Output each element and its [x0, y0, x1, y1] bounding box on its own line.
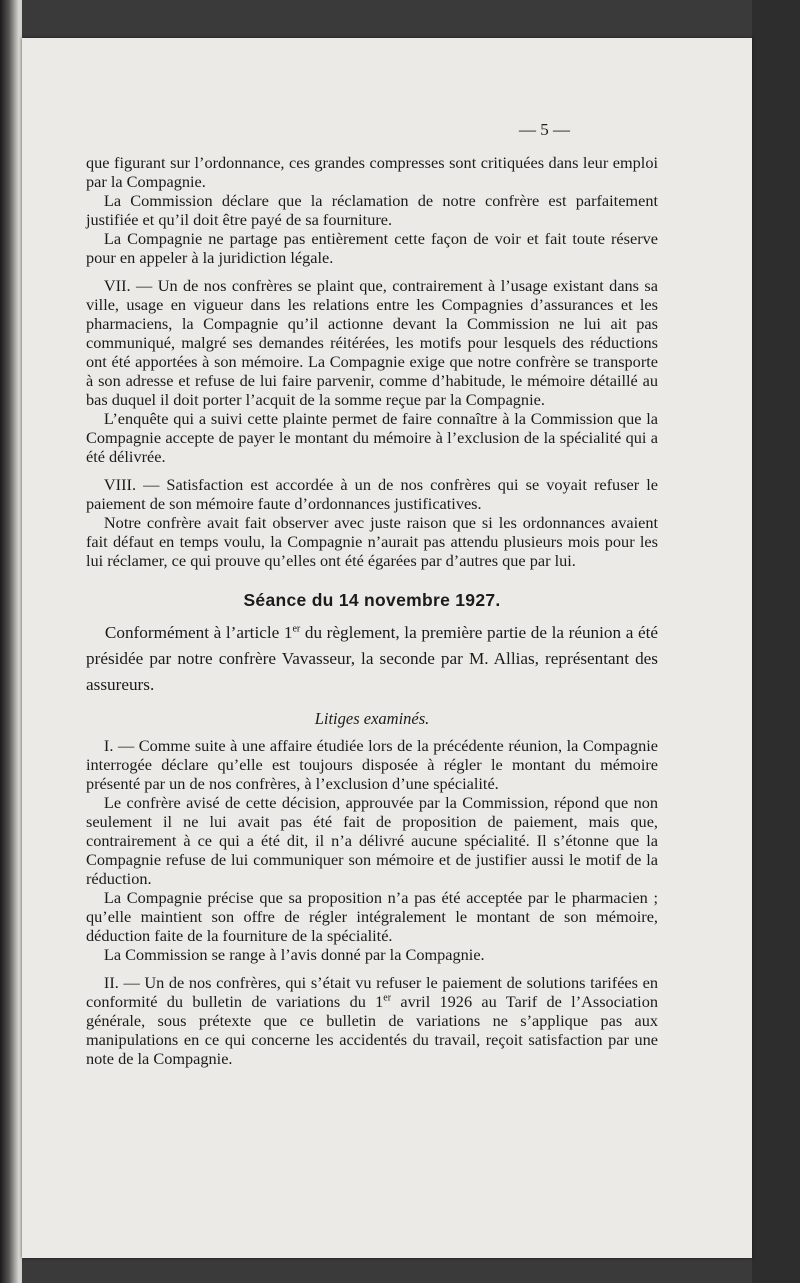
paragraph-vii: VII. — Un de nos confrères se plaint que, contrairement à l’usage existant dans sa ville, usage en vigueur dans les relations entre les Compagnies d’assurances et les pharmaciens, la Compagnie qu’il actionne devant la Commission ne lui ait pas communiqué, malgré ses demandes réitérées, les motifs pour lesquels des réductions ont été apportées à son mémoire. La Compagnie exige que notre confrère se transporte à son adresse et refuse de lui faire parvenir, comme d’habitude, le mémoire détaillé au bas duquel il doit porter l’acquit de la somme reçue par la Compagnie. — [86, 276, 658, 409]
subheading: Litiges examinés. — [314, 709, 430, 728]
paragraph: La Compagnie précise que sa proposition n’a pas été acceptée par le pharmacien ; qu’elle maintient son offre de régler intégralement le montant de son mémoire, déduction faite de la fourniture de la spécialité. — [86, 888, 658, 945]
section-title: Séance du 14 novembre 1927. — [243, 590, 501, 610]
paragraph: L’enquête qui a suivi cette plainte permet de faire connaître à la Commission que la Compagnie accepte de payer le montant du mémoire à l’exclusion de la spécialité qui a été délivrée. — [86, 409, 658, 466]
paragraph: La Compagnie ne partage pas entièrement cette façon de voir et fait toute réserve pour en appeler à la juridiction légale. — [86, 229, 658, 267]
paragraph: La Commission déclare que la réclamation de notre confrère est parfaitement justifiée et qu’il doit être payé de sa fourniture. — [86, 191, 658, 229]
paragraph-ii: II. — Un de nos confrères, qui s’était vu refuser le paiement de solutions tarifées en conformité du bulletin de variations du 1er avril 1926 au Tarif de l’Association générale, sous prétexte que ce bulletin de variations ne s’applique pas aux manipulations en ce qui concerne les accidentés du travail, reçoit satisfaction par une note de la Compagnie. — [86, 973, 658, 1068]
paragraph: Le confrère avisé de cette décision, approuvée par la Commission, répond que non seulement il ne lui avait pas été fait de proposition de paiement, mais que, contrairement à ce qui a été dit, il n’a délivré aucune spécialité. Il s’étonne que la Compagnie refuse de lui communiquer son mémoire et de justifier aussi le motif de la réduction. — [86, 793, 658, 888]
paragraph-i: I. — Comme suite à une affaire étudiée lors de la précédente réunion, la Compagnie interrogée déclare qu’elle est toujours disposée à régler le montant du mémoire présenté par un de nos confrères, à l’exclusion d’une spécialité. — [86, 736, 658, 793]
intro-paragraph: Conformément à l’article 1er du règlement, la première partie de la réunion a été présidée par notre confrère Vavasseur, la seconde par M. Allias, représentant des assureurs. — [86, 623, 658, 694]
page-number: — 5 — — [519, 120, 570, 139]
page-text — [86, 120, 658, 1068]
binding-edge — [0, 0, 22, 1283]
scan-background — [752, 0, 800, 1283]
paragraph: La Commission se range à l’avis donné par la Compagnie. — [103, 945, 485, 964]
paragraph-viii: VIII. — Satisfaction est accordée à un de nos confrères qui se voyait refuser le paiement de son mémoire faute d’ordonnances justificatives. — [86, 475, 658, 513]
paragraph: Notre confrère avait fait observer avec juste raison que si les ordonnances avaient fait défaut en temps voulu, la Compagnie n’aurait pas attendu plusieurs mois pour les lui réclamer, ce qui prouve qu’elles ont été égarées par d’autres que par lui. — [86, 513, 658, 570]
paragraph: que figurant sur l’ordonnance, ces grandes compresses sont critiquées dans leur emploi par la Compagnie. — [86, 153, 658, 191]
